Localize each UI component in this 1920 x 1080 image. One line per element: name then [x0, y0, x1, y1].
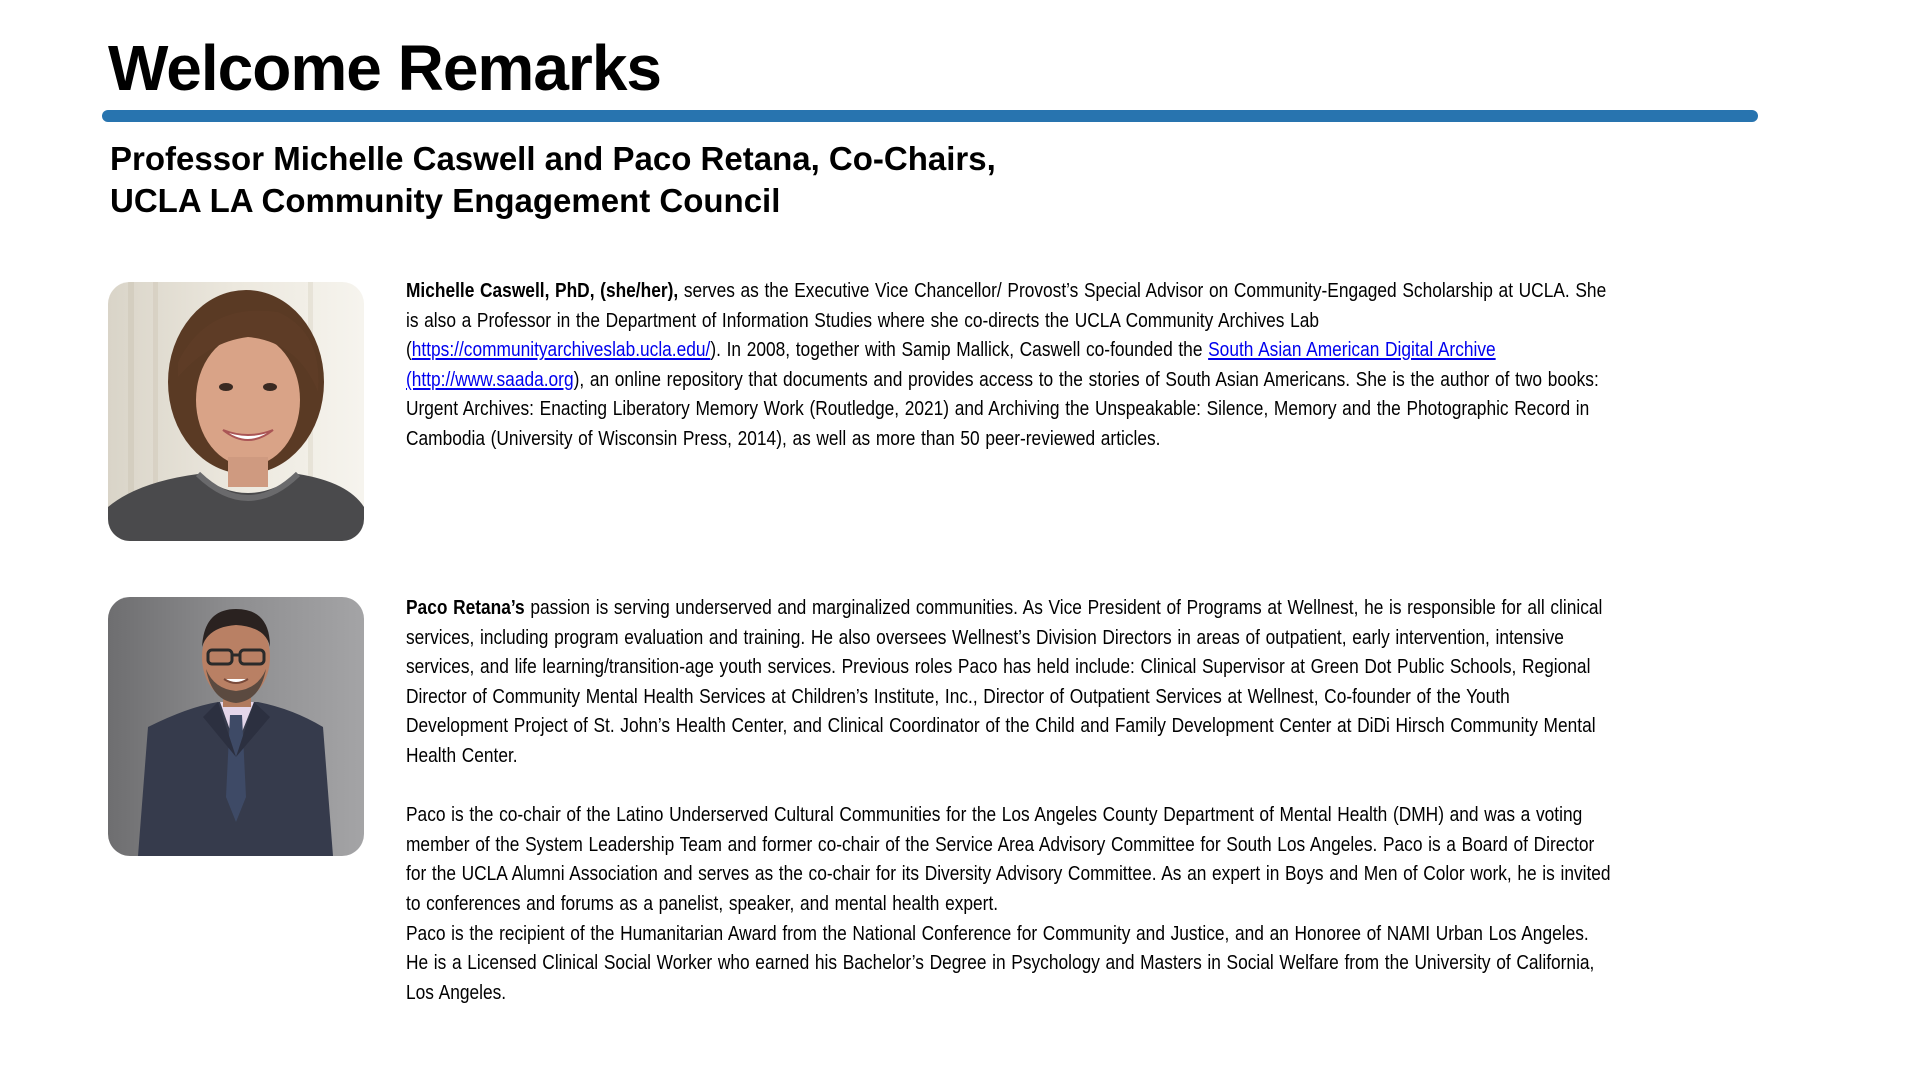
bio-line: Los Angeles. [406, 980, 507, 1004]
bio-line: services, including program evaluation and training. He also oversees Wellnest’s Division Directors in areas of outpatient, early intervention, intensive [406, 625, 1564, 649]
caswell-name: Michelle Caswell, PhD, (she/her), [406, 279, 679, 302]
bio-text: ). In 2008, together with Samip Mallick, Caswell co-founded the [710, 338, 1209, 362]
saada-url-link[interactable]: (http://www.saada.org [406, 367, 574, 391]
title-underline-bar [102, 110, 1758, 122]
bio-line: for the UCLA Alumni Association and serves as the co-chair for its Diversity Advisory Committee. As an expert in Boys and Men of Color work, he is invited [406, 862, 1611, 886]
paragraph-spacer [406, 771, 1860, 801]
bio-line: Health Center. [406, 743, 518, 767]
bio-line [406, 276, 1860, 306]
bio-line: is also a Professor in the Department of Information Studies where she co-directs the UCLA Community Archives Lab [406, 308, 1319, 332]
bio-text: ( [406, 338, 412, 362]
bio-line: Paco is the recipient of the Humanitarian Award from the National Conference for Community and Justice, and an Honoree of NAMI Urban Los Angeles. [406, 921, 1589, 945]
caswell-photo [108, 282, 364, 541]
bio-line [406, 593, 1860, 623]
bio-text: ), an online repository that documents and provides access to the stories of South Asian Americans. She is the author of two books: [573, 367, 1599, 391]
slide-subtitle [110, 138, 996, 222]
bio-line: services, and life learning/transition-age youth services. Previous roles Paco has held include: Clinical Supervisor at Green Dot Public Schools, Regional [406, 655, 1591, 679]
community-archives-lab-link[interactable]: https://communityarchiveslab.ucla.edu/ [411, 338, 711, 362]
bio-line: Development Project of St. John’s Health Center, and Clinical Coordinator of the Child and Family Development Center at DiDi Hirsch Community Mental [406, 714, 1596, 738]
bio-text: passion is serving underserved and marginalized communities. As Vice President of Programs at Wellnest, he is responsible for all clinical [524, 596, 1603, 619]
subtitle-line: UCLA LA Community Engagement Council [110, 182, 781, 219]
bio-line: to conferences and forums as a panelist, speaker, and mental health expert. [406, 891, 999, 915]
bio-line: Cambodia (University of Wisconsin Press, 2014), as well as more than 50 peer-reviewed articles. [406, 426, 1161, 450]
saada-link[interactable]: South Asian American Digital Archive [1208, 338, 1496, 362]
bio-line: Paco is the co-chair of the Latino Underserved Cultural Communities for the Los Angeles County Department of Mental Health (DMH) and was a voting [406, 803, 1583, 827]
caswell-bio [406, 276, 1860, 454]
bio-line [406, 335, 1860, 365]
bio-line: Urgent Archives: Enacting Liberatory Memory Work (Routledge, 2021) and Archiving the Unspeakable: Silence, Memory and the Photographic Record in [406, 397, 1590, 421]
bio-line: Director of Community Mental Health Services at Children’s Institute, Inc., Director of Outpatient Services at Wellnest, Co-founder of the Youth [406, 684, 1510, 708]
retana-bio [406, 593, 1860, 1007]
slide-title: Welcome Remarks [108, 32, 661, 104]
portrait-photo-icon [108, 282, 364, 541]
bio-line: He is a Licensed Clinical Social Worker who earned his Bachelor’s Degree in Psychology and Masters in Social Welfare from the University of California, [406, 951, 1595, 975]
portrait-photo-icon [108, 597, 364, 856]
subtitle-line: Professor Michelle Caswell and Paco Retana, Co-Chairs, [110, 140, 996, 177]
retana-name: Paco Retana’s [406, 596, 525, 619]
retana-photo [108, 597, 364, 856]
bio-line [406, 365, 1860, 395]
bio-text: serves as the Executive Vice Chancellor/ Provost’s Special Advisor on Community-Engaged Scholarship at UCLA. She [678, 279, 1607, 302]
bio-line: member of the System Leadership Team and former co-chair of the Service Area Advisory Committee for South Los Angeles. Paco is a Board of Director [406, 832, 1595, 856]
